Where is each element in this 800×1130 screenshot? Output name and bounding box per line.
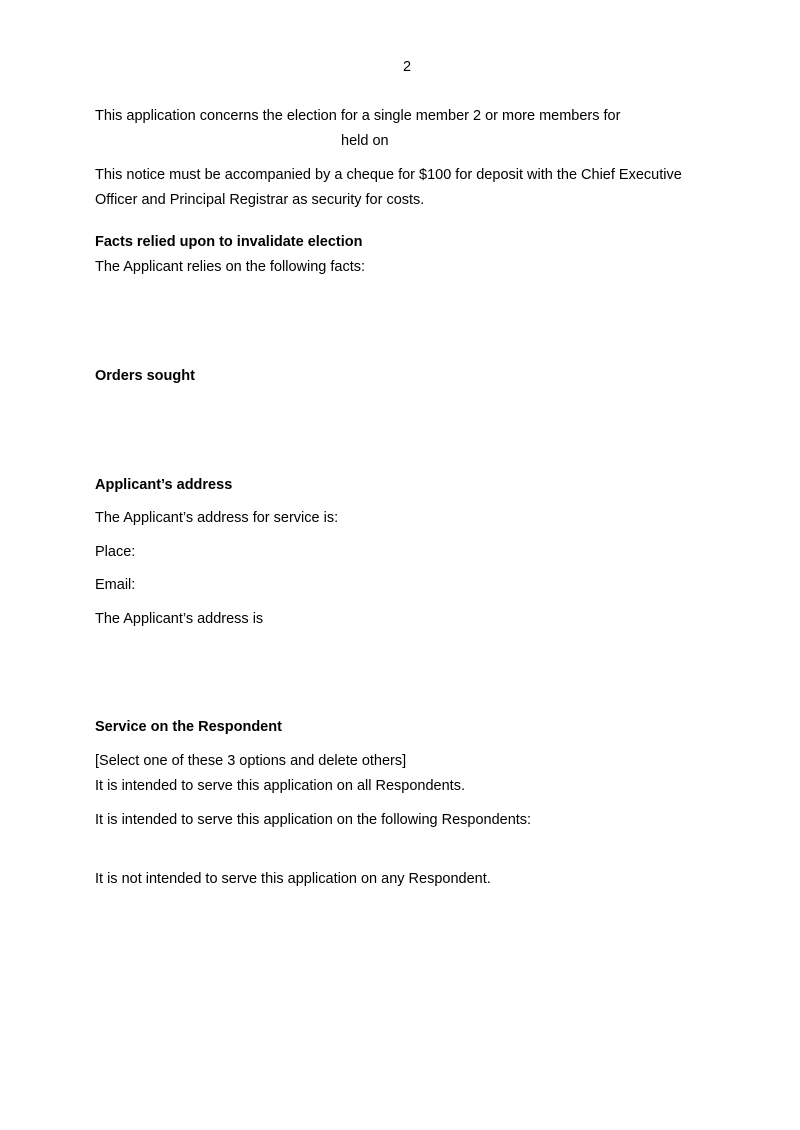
place-label: Place: xyxy=(95,544,136,560)
deposit-line-1: This notice must be accompanied by a cheque for $100 for deposit with the Chief Executive xyxy=(95,167,682,183)
email-label: Email: xyxy=(95,577,136,593)
service-option-none: It is not intended to serve this application on any Respondent. xyxy=(95,871,491,887)
facts-heading: Facts relied upon to invalidate election xyxy=(95,234,363,250)
election-line-1: This application concerns the election for a single member 2 or more members for xyxy=(95,108,621,124)
deposit-line-2: Officer and Principal Registrar as security for costs. xyxy=(95,192,425,208)
facts-text: The Applicant relies on the following facts: xyxy=(95,259,366,275)
applicant-address-line: The Applicant’s address is xyxy=(95,611,264,627)
service-address-line: The Applicant’s address for service is: xyxy=(95,510,339,526)
election-line-2: held on xyxy=(341,133,389,149)
service-option-following: It is intended to serve this application on the following Respondents: xyxy=(95,812,532,828)
service-heading: Service on the Respondent xyxy=(95,719,282,735)
orders-heading: Orders sought xyxy=(95,368,195,384)
applicant-address-heading: Applicant’s address xyxy=(95,477,233,493)
page-number: 2 xyxy=(403,59,412,75)
service-instruction: [Select one of these 3 options and delete others] xyxy=(95,753,407,769)
service-option-all: It is intended to serve this application on all Respondents. xyxy=(95,778,465,794)
